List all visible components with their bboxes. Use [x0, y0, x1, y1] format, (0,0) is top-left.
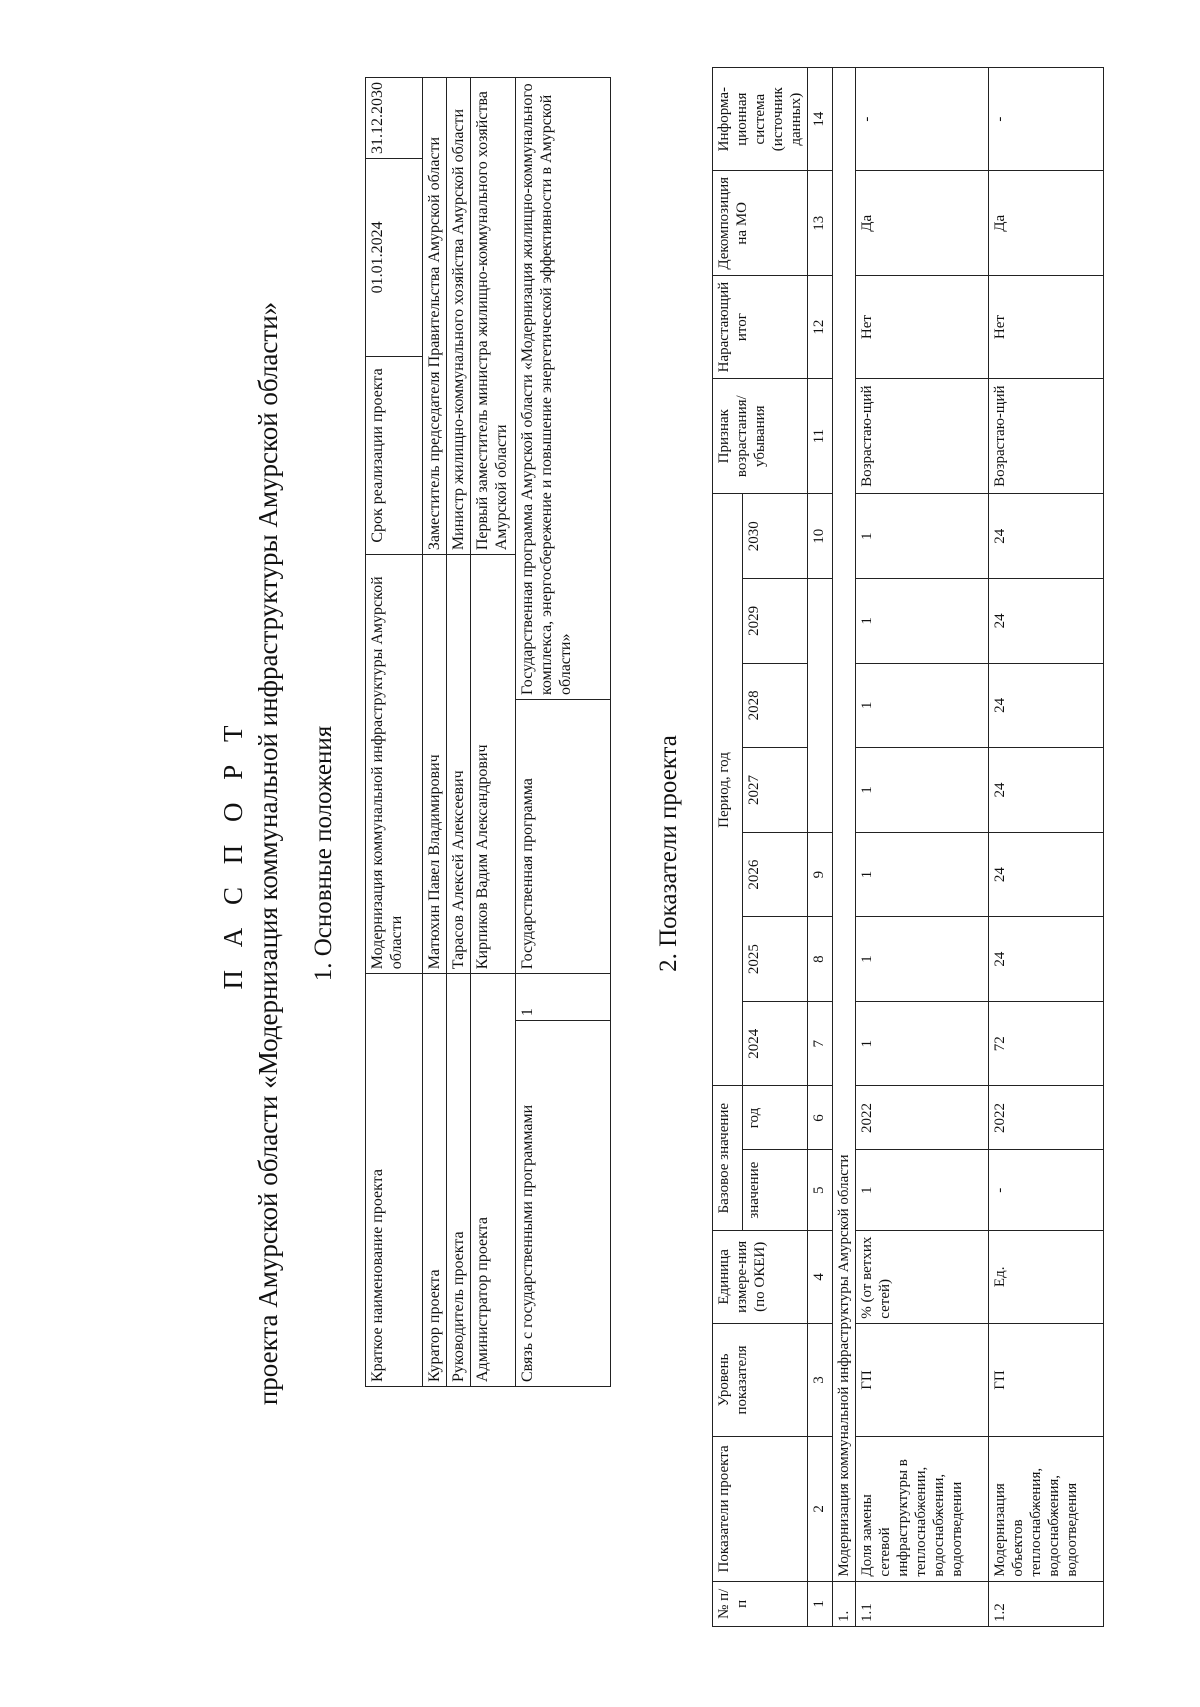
row-info-system: - — [989, 68, 1104, 171]
row-year-value: 1 — [856, 832, 989, 917]
row-year-value: 24 — [989, 748, 1104, 833]
head-label: Руководитель проекта — [447, 974, 471, 1387]
header-year: 2027 — [743, 748, 808, 833]
head-position: Министр жилищно-коммунального хозяйства Амурской области — [447, 78, 471, 555]
header-year: 2030 — [743, 494, 808, 579]
row-base-year: 2022 — [856, 1086, 989, 1150]
programs-value: Государственная программа Амурской области «Модернизация жилищно-коммунального комплекса, энергосбережение и повышение энергетической эффективности в Амурской области» — [516, 78, 611, 700]
row-year-value: 1 — [856, 748, 989, 833]
basics-table — [365, 77, 611, 1387]
programs-num: 1 — [516, 974, 611, 1021]
period-end: 31.12.2030 — [366, 78, 423, 159]
col-number: 8 — [808, 917, 833, 1002]
row-year-value: 24 — [989, 917, 1104, 1002]
header-year: 2029 — [743, 579, 808, 664]
header-base-value: значение — [743, 1150, 808, 1230]
short-name-value: Модернизация коммунальной инфраструктуры Амурской области — [366, 555, 423, 974]
row-unit: % (от ветхих сетей) — [856, 1230, 989, 1323]
row-base-value: 1 — [856, 1150, 989, 1230]
col-number: 4 — [808, 1230, 833, 1323]
admin-position: Первый заместитель министра жилищно-коммунального хозяйства Амурской области — [471, 78, 516, 555]
row-level: ГП — [989, 1323, 1104, 1436]
header-period: Период, год — [713, 494, 743, 1086]
col-number: 12 — [808, 276, 833, 379]
head-name: Тарасов Алексей Алексеевич — [447, 555, 471, 974]
col-number: 6 — [808, 1086, 833, 1150]
header-base: Базовое значение — [713, 1086, 743, 1230]
row-name: Модернизация объектов теплоснабжения, водоснабжения, водоотведения — [989, 1437, 1104, 1581]
col-number: 5 — [808, 1150, 833, 1230]
table-header-row — [713, 68, 743, 1627]
short-name-label: Краткое наименование проекта — [366, 974, 423, 1387]
col-number: 1 — [808, 1581, 833, 1626]
row-unit: Ед. — [989, 1230, 1104, 1323]
header-decomposition: Декомпозиция на МО — [713, 171, 808, 276]
row-year-value: 24 — [989, 494, 1104, 579]
header-year: 2028 — [743, 663, 808, 748]
programs-type: Государственная программа — [516, 700, 611, 974]
header-base-year: год — [743, 1086, 808, 1150]
header-year: 2024 — [743, 1001, 808, 1086]
table-row — [856, 68, 989, 1627]
col-number: 7 — [808, 1001, 833, 1086]
col-number: 11 — [808, 378, 833, 494]
row-base-year: 2022 — [989, 1086, 1104, 1150]
col-number: 2 — [808, 1437, 833, 1581]
curator-label: Куратор проекта — [423, 974, 447, 1387]
header-cumulative: Нарастающий итог — [713, 276, 808, 379]
table-row — [471, 78, 516, 1387]
row-year-value: 72 — [989, 1001, 1104, 1086]
table-row — [447, 78, 471, 1387]
header-year: 2025 — [743, 917, 808, 1002]
header-num: № п/п — [713, 1581, 808, 1626]
col-number: 3 — [808, 1323, 833, 1436]
row-name: Доля замены сетевой инфраструктуры в теплоснабжении, водоснабжении, водоотведении — [856, 1437, 989, 1581]
curator-name: Матюхин Павел Владимирович — [423, 555, 447, 974]
row-year-value: 1 — [856, 917, 989, 1002]
table-row — [423, 78, 447, 1387]
row-level: ГП — [856, 1323, 989, 1436]
row-decomposition: Да — [989, 171, 1104, 276]
row-cumulative: Нет — [989, 276, 1104, 379]
indicators-table — [712, 67, 1104, 1627]
row-year-value: 24 — [989, 832, 1104, 917]
document-subtitle: проекта Амурской области «Модернизация коммунальной инфраструктуры Амурской области» — [253, 301, 283, 1406]
table-row — [516, 78, 611, 1387]
row-year-value: 24 — [989, 663, 1104, 748]
row-year-value: 1 — [856, 663, 989, 748]
row-base-value: - — [989, 1150, 1104, 1230]
row-cumulative: Нет — [856, 276, 989, 379]
row-num: 1.1 — [856, 1581, 989, 1626]
row-info-system: - — [856, 68, 989, 171]
header-sign: Признак возрастания/убывания — [713, 378, 808, 494]
col-number: 10 — [808, 494, 833, 579]
programs-label: Связь с государственными программами — [516, 1021, 611, 1387]
row-num: 1.2 — [989, 1581, 1104, 1626]
col-number: 13 — [808, 171, 833, 276]
table-row — [989, 68, 1104, 1627]
row-sign: Возрастаю-щий — [856, 378, 989, 494]
col-number: 14 — [808, 68, 833, 171]
period-label: Срок реализации проекта — [366, 356, 423, 554]
header-level: Уровень показателя — [713, 1323, 808, 1436]
admin-name: Кирпиков Вадим Александрович — [471, 555, 516, 974]
group-row — [833, 68, 856, 1627]
row-year-value: 24 — [989, 579, 1104, 664]
row-sign: Возрастаю-щий — [989, 378, 1104, 494]
group-num: 1. — [833, 1581, 856, 1626]
header-info-system: Информа-ционная система (источник данных) — [713, 68, 808, 171]
header-unit: Единица измере-ния (по ОКЕИ) — [713, 1230, 808, 1323]
admin-label: Администратор проекта — [471, 974, 516, 1387]
column-numbers-row — [808, 68, 833, 1627]
row-year-value: 1 — [856, 1001, 989, 1086]
header-year: 2026 — [743, 832, 808, 917]
header-name: Показатели проекта — [713, 1437, 808, 1581]
period-start: 01.01.2024 — [366, 159, 423, 357]
section-1-title: 1. Основные положения — [310, 725, 337, 982]
row-year-value: 1 — [856, 494, 989, 579]
document-title: П А С П О Р Т — [218, 717, 248, 990]
row-year-value: 1 — [856, 579, 989, 664]
col-number-empty — [808, 579, 833, 833]
curator-position: Заместитель председателя Правительства Амурской области — [423, 78, 447, 555]
group-name: Модернизация коммунальной инфраструктуры Амурской области — [833, 68, 856, 1582]
row-decomposition: Да — [856, 171, 989, 276]
section-2-title: 2. Показатели проекта — [655, 735, 682, 972]
table-row — [366, 78, 423, 1387]
col-number: 9 — [808, 832, 833, 917]
